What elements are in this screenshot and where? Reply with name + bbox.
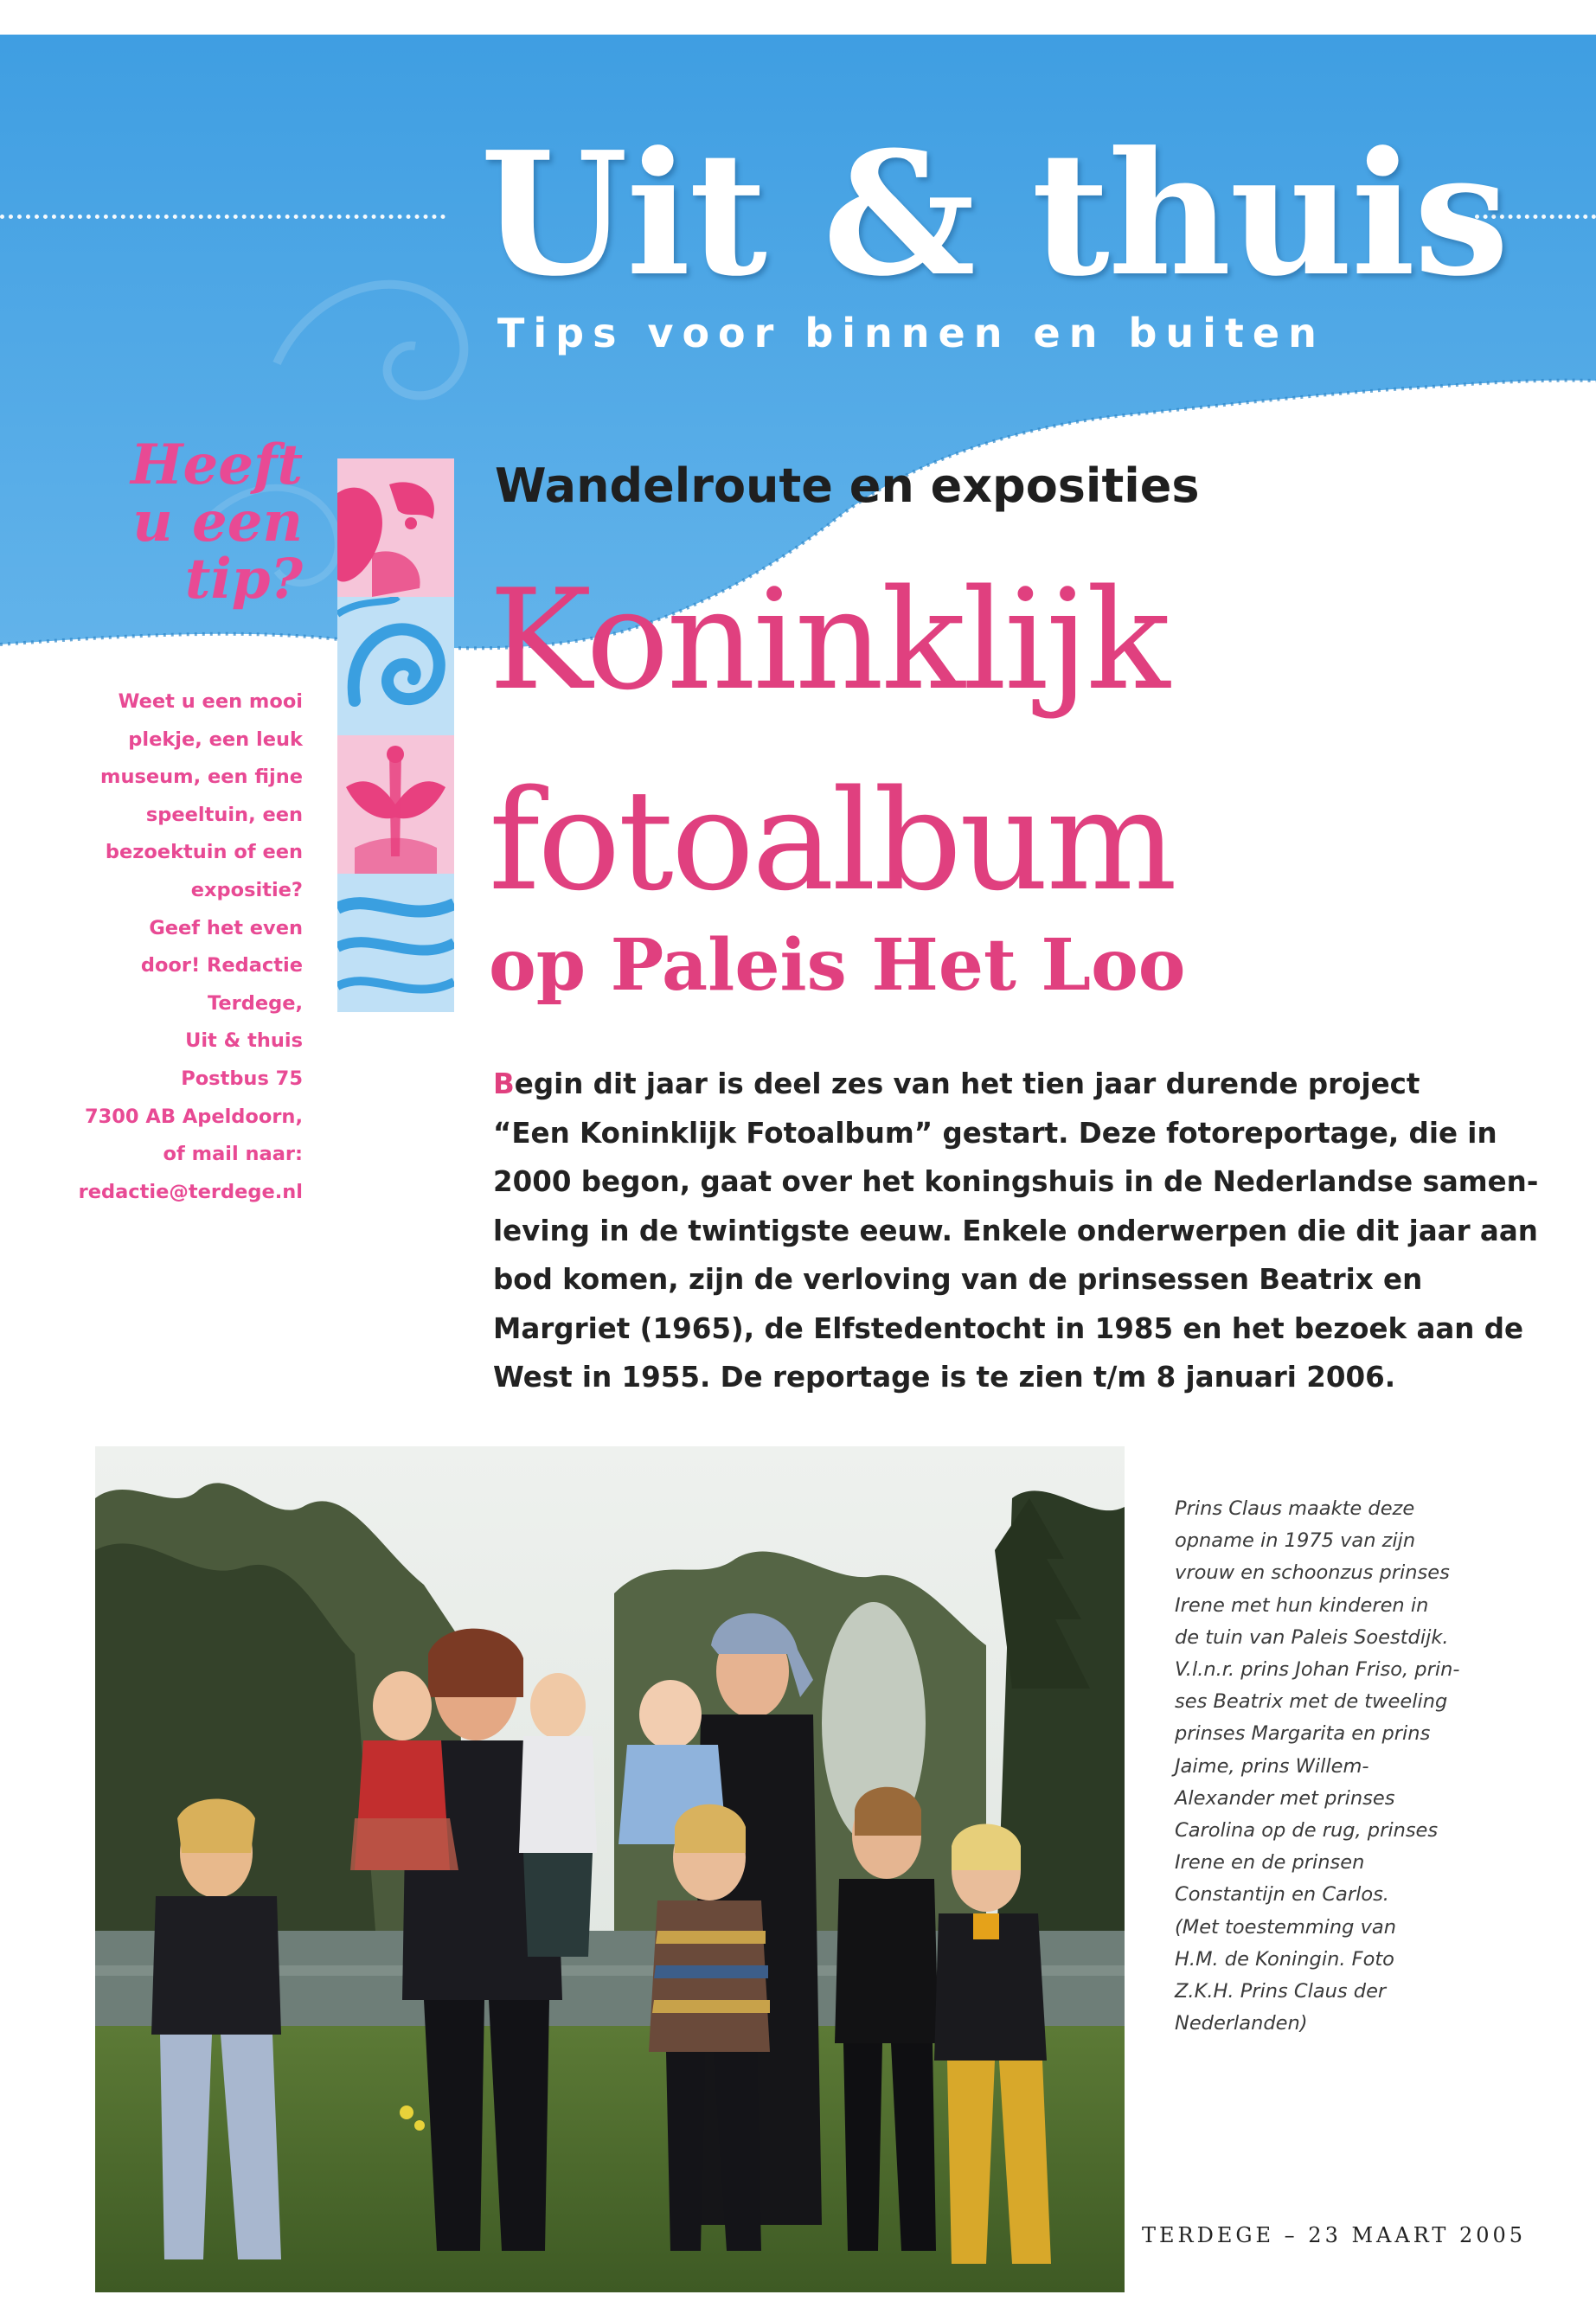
tip-body-line: door! Redactie [140, 954, 303, 977]
tip-body-line: 7300 AB Apeldoorn, [84, 1105, 303, 1128]
tip-body [52, 683, 303, 1211]
caption-line: de tuin van Paleis Soestdijk. [1175, 1625, 1449, 1649]
headline-line: Koninklijk [489, 559, 1168, 721]
caption-line: Jaime, prins Willem- [1175, 1754, 1369, 1778]
caption-line: V.l.n.r. prins Johan Friso, prin- [1175, 1658, 1460, 1682]
lead-line [493, 1060, 1514, 1109]
tip-body-line: expositie? [190, 878, 303, 901]
caption-line: Z.K.H. Prins Claus der [1175, 1980, 1387, 2003]
article-lead [493, 1060, 1539, 1402]
photo-caption [1175, 1493, 1521, 2040]
caption-line: Nederlanden) [1175, 2012, 1308, 2035]
lead-line-text: egin dit jaar is deel zes van het tien jaar durende project [514, 1067, 1420, 1100]
section-tagline: Tips voor binnen en buiten [497, 310, 1325, 356]
tip-heading [104, 433, 303, 612]
caption-line: H.M. de Koningin. Foto [1175, 1947, 1394, 1971]
drop-cap: B [493, 1067, 515, 1100]
family-photo [95, 1446, 1125, 2292]
tip-body-line: Postbus 75 [181, 1067, 303, 1090]
caption-line: vrouw en schoonzus prinses [1175, 1561, 1450, 1585]
page-footer: TERDEGE – 23 MAART 2005 [1142, 2223, 1527, 2247]
decorative-tile-strip [337, 458, 454, 1012]
lead-line: 2000 begon, gaat over het koningshuis in de Nederlandse samen- [493, 1165, 1539, 1198]
tip-body-line: Uit & thuis [185, 1029, 303, 1053]
caption-line: Prins Claus maakte deze [1175, 1497, 1415, 1520]
tip-body-line: Weet u een mooi [118, 690, 303, 713]
pink-face-tile [337, 458, 454, 597]
lead-line: West in 1955. De reportage is te zien t/m 8 januari 2006. [493, 1361, 1396, 1394]
tip-body-line: of mail naar: [163, 1143, 303, 1166]
caption-line: Irene met hun kinderen in [1175, 1593, 1429, 1617]
tip-body-line: Terdege, [208, 991, 303, 1015]
caption-line: Alexander met prinses [1175, 1786, 1395, 1810]
tip-email: redactie@terdege.nl [78, 1180, 303, 1203]
tip-heading-line: u een [132, 490, 303, 554]
blue-wave-tile [337, 874, 454, 1012]
lead-line: “Een Koninklijk Fotoalbum” gestart. Deze fotoreportage, die in [493, 1116, 1497, 1150]
pink-figure-tile [337, 735, 454, 874]
lead-line: bod komen, zijn de verloving van de prinsessen Beatrix en [493, 1263, 1423, 1296]
caption-line: Constantijn en Carlos. [1175, 1883, 1389, 1907]
caption-line: Carolina op de rug, prinses [1175, 1819, 1439, 1843]
tip-body-line: Geef het even [149, 916, 303, 939]
tip-heading-line: tip? [184, 547, 303, 612]
caption-line: prinses Margarita en prins [1175, 1722, 1431, 1746]
section-title: Uit & thuis [480, 115, 1508, 314]
banner-dotted-rule-left [0, 215, 445, 219]
tip-heading-line: Heeft [131, 433, 303, 497]
article-kicker: Wandelroute en exposities [495, 458, 1200, 513]
lead-line: Margriet (1965), de Elfstedentocht in 1985 en het bezoek aan de [493, 1311, 1524, 1345]
caption-line: opname in 1975 van zijn [1175, 1529, 1416, 1553]
tip-body-line: plekje, een leuk [128, 727, 303, 751]
blue-swirl-tile [337, 597, 454, 735]
article-headline [489, 559, 1354, 972]
headline-line: fotoalbum [489, 760, 1175, 921]
tip-body-line: museum, een fijne [100, 766, 303, 789]
article-subhead: op Paleis Het Loo [489, 924, 1186, 1007]
tip-body-line: bezoektuin of een [105, 841, 303, 864]
tip-body-line: speeltuin, een [145, 803, 303, 826]
caption-line: (Met toestemming van [1175, 1915, 1396, 1939]
caption-line: ses Beatrix met de tweeling [1175, 1690, 1448, 1714]
lead-line: leving in de twintigste eeuw. Enkele onderwerpen die dit jaar aan [493, 1214, 1538, 1247]
caption-line: Irene en de prinsen [1175, 1851, 1365, 1875]
